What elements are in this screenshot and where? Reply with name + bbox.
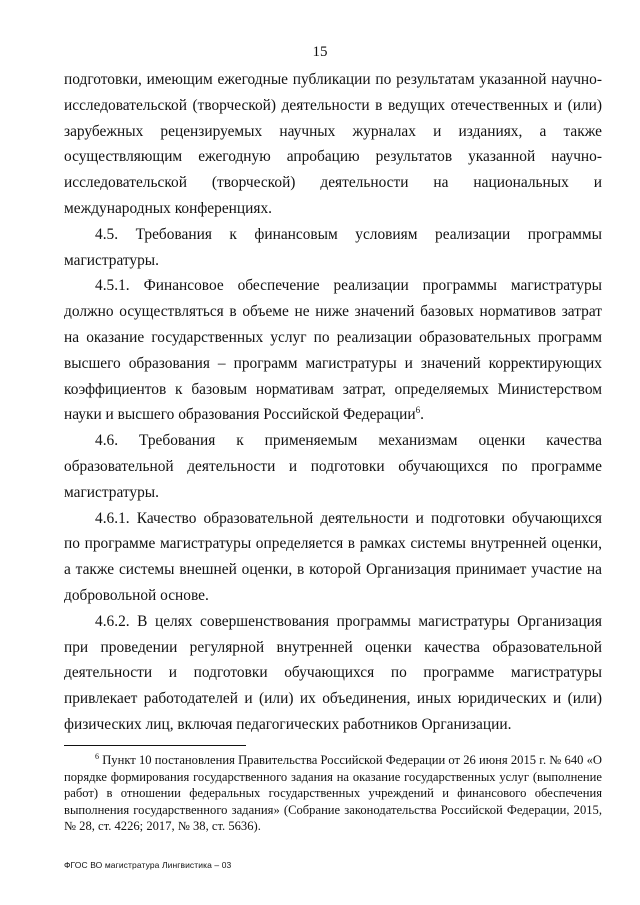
paragraph-continuation: подготовки, имеющим ежегодные публикации по результатам указанной научно-исследовательской (творческой) деятельности в ведущих отечественных и (или) зарубежных рецензируемых научных журналах и изданиях, а также осуществляющим ежегодную апробацию результатов указанной научно-исследовательской (творческой) деятельности на национальных и международных конференциях. <box>64 71 602 217</box>
footnote-divider <box>64 745 246 746</box>
footnote <box>64 752 602 835</box>
paragraph-4-5-1 <box>64 273 602 428</box>
footnote-text: Пункт 10 постановления Правительства Российской Федерации от 26 июня 2015 г. № 640 «О порядке формирования государственного задания на оказание государственных услуг (выполнение работ) в отношении федеральных государственных учреждений и финансового обеспечения выполнения государственного задания» (Собрание законодательства Российской Федерации, 2015, № 28, ст. 4226; 2017, № 38, ст. 5636). <box>64 753 602 834</box>
paragraph-4-5-1-tail: . <box>420 406 424 424</box>
footnote-mark: 6 <box>95 751 99 761</box>
running-footer: ФГОС ВО магистратура Лингвистика – 03 <box>64 860 232 870</box>
footnote-reference: 6 <box>415 405 421 416</box>
paragraph-4-5-1-text: 4.5.1. Финансовое обеспечение реализации программы магистратуры должно осуществляться в объеме не ниже значений базовых нормативов затрат на оказание государственных услуг по реализации образовательных программ высшего образования – программ магистратуры и значений корректирующих коэффициентов к базовым нормативам затрат, определяемых Министерством науки и высшего образования Российской Федерации <box>64 277 602 424</box>
paragraph-4-6-2: 4.6.2. В целях совершенствования программы магистратуры Организация при проведении регулярной внутренней оценки качества образовательной деятельности и подготовки обучающихся по программе магистратуры привлекает работодателей и (или) их объединения, иных юридических и (или) физических лиц, включая педагогических работников Организации. <box>64 612 602 733</box>
paragraph-4-6: 4.6. Требования к применяемым механизмам оценки качества образовательной деятельности и подготовки обучающихся по программе магистратуры. <box>64 432 602 501</box>
document-body <box>64 67 602 738</box>
paragraph-4-6-1: 4.6.1. Качество образовательной деятельности и подготовки обучающихся по программе магистратуры определяется в рамках системы внутренней оценки, а также системы внешней оценки, в которой Организация принимает участие на добровольной основе. <box>64 509 602 604</box>
paragraph-4-5: 4.5. Требования к финансовым условиям реализации программы магистратуры. <box>64 225 602 269</box>
page-number: 15 <box>312 44 328 60</box>
